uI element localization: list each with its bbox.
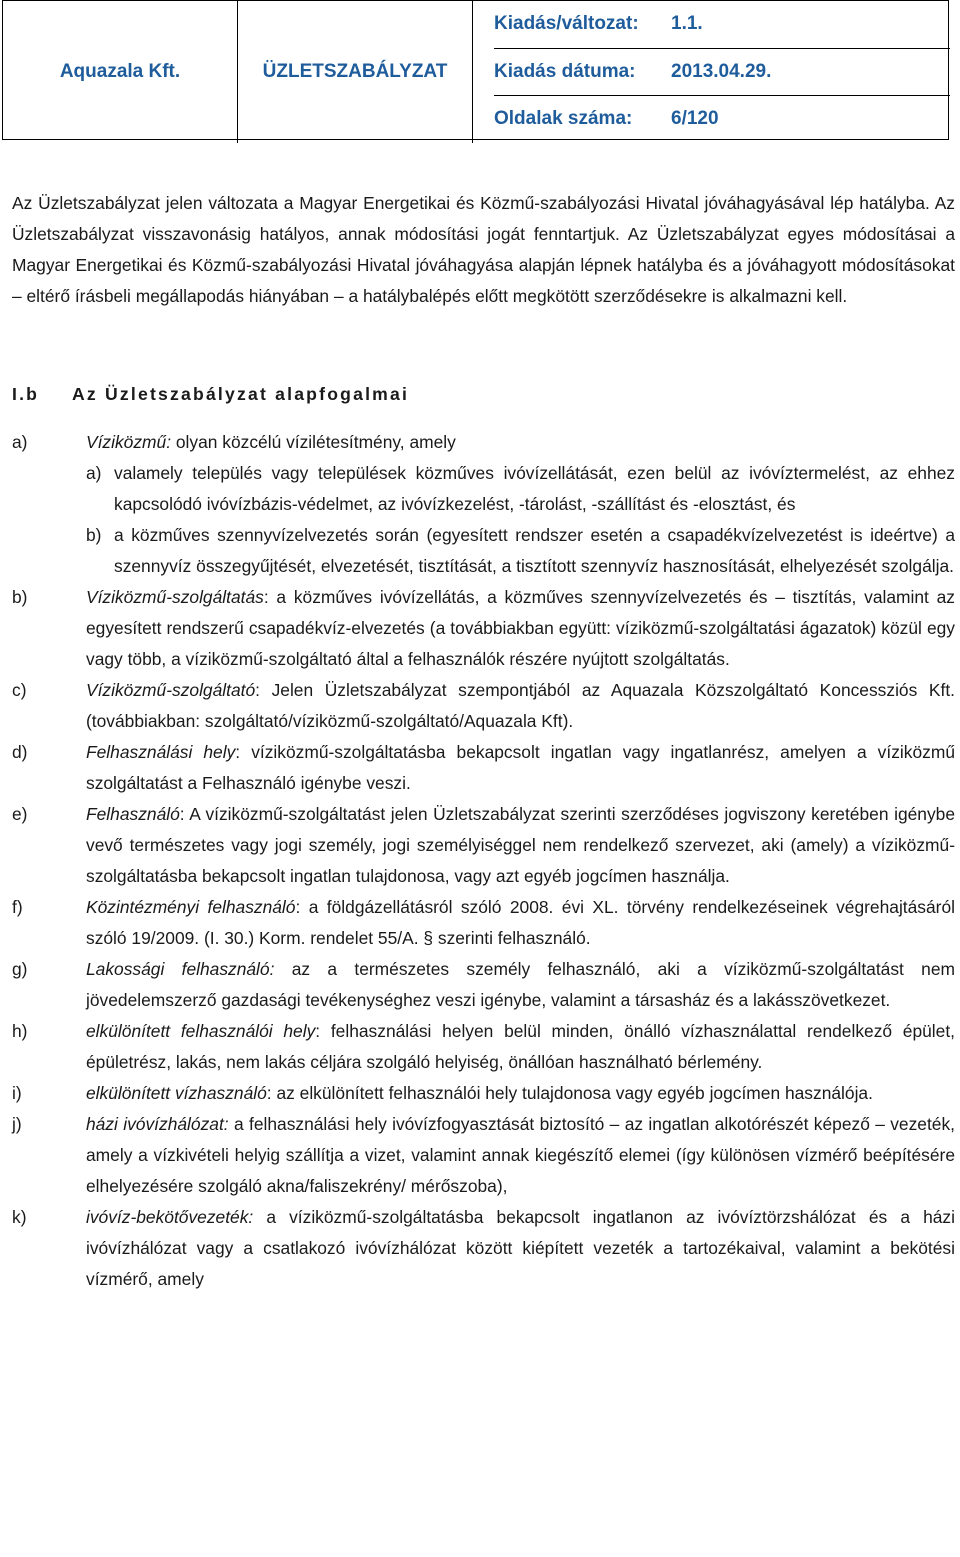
definition-text: : A víziközmű-szolgáltatást jelen Üzletszabályzat szerinti szerződéses jogviszony keretében igénybe vevő természetes vagy jogi személy, jogi személyiséggel nem rendelkező szervezet, aki (amely) a víziközmű-szolgáltatásba bekapcsolt ingatlan tulajdonosa, vagy azt egyéb jogcímen használja. <box>86 804 955 886</box>
definition-term: Lakossági felhasználó: <box>86 959 275 979</box>
definition-term: Felhasználó <box>86 804 180 824</box>
meta-row-date <box>494 49 950 97</box>
definition-item <box>12 582 955 675</box>
definition-text: : a földgázellátásról szóló 2008. évi XL. törvény rendelkezéseinek végrehajtásáról szóló 19/2009. (I. 30.) Korm. rendelet 55/A. § szerinti felhasználó. <box>86 897 955 948</box>
definition-item <box>12 1202 955 1295</box>
definition-label: h) <box>12 1021 28 1041</box>
definition-text: : Jelen Üzletszabályzat szempontjából az Aquazala Közszolgáltató Koncessziós Kft. (továbbiakban: szolgáltató/víziközmű-szolgáltató/Aquazala Kft). <box>86 680 955 731</box>
definition-term: házi ivóvízhálózat: <box>86 1114 229 1134</box>
document-meta <box>473 1 950 143</box>
definition-item <box>12 799 955 892</box>
definition-text: az a természetes személy felhasználó, aki a víziközmű-szolgáltatást nem jövedelemszerző gazdasági tevékenységhez veszi igénybe, valamint a társasház és a lakásszövetkezet. <box>86 959 955 1010</box>
definition-item <box>12 1078 955 1109</box>
definition-item <box>12 954 955 1016</box>
definition-term: Víziközmű-szolgáltatás <box>86 587 264 607</box>
definition-label: k) <box>12 1207 27 1227</box>
document-header <box>2 0 949 140</box>
section-number: I.b <box>12 384 40 404</box>
definition-term: Felhasználási hely <box>86 742 236 762</box>
definition-text: a felhasználási hely ivóvízfogyasztását biztosító – az ingatlan alkotórészét képező – vezeték, amely a vízkivételi helyig szállítja a vizet, valamint annak kiegészítő elemei (így különösen vízmérő beépítésére elhelyezésére szolgáló akna/faliszekrény/ mérőszoba), <box>86 1114 955 1196</box>
definition-label: i) <box>12 1083 22 1103</box>
section-heading <box>12 384 955 405</box>
definition-item <box>12 892 955 954</box>
definition-label: c) <box>12 680 27 700</box>
definition-text: : a közműves ivóvízellátás, a közműves szennyvízelvezetés és – tisztítás, valamint az egyesített rendszerű csapadékvíz-elvezetés (a továbbiakban együtt: víziközmű-szolgáltatási ágazatok) közül egy vagy több, a víziközmű-szolgáltató által a felhasználók részére nyújtott szolgáltatás. <box>86 587 955 669</box>
definition-label: e) <box>12 804 28 824</box>
definition-item <box>12 1016 955 1078</box>
subitem-text: valamely település vagy települések közműves ivóvízellátását, ezen belül az ivóvíztermelést, az ehhez kapcsolódó ivóvízbázis-védelmet, az ivóvízkezelést, -tárolást, -szállítást és -elosztást, és <box>114 463 955 514</box>
definition-text: : víziközmű-szolgáltatásba bekapcsolt ingatlan vagy ingatlanrész, amelyen a víziközmű szolgáltatást a Felhasználó igénybe veszi. <box>86 742 955 793</box>
intro-paragraph: Az Üzletszabályzat jelen változata a Magyar Energetikai és Közmű-szabályozási Hivatal jóváhagyásával lép hatályba. Az Üzletszabályzat visszavonásig hatályos, annak módosítási jogát fenntartjuk. Az Üzletszabályzat egyes módosításai a Magyar Energetikai és Közmű-szabályozási Hivatal jóváhagyása alapján lépnek hatályba és a jóváhagyott módosításokat – eltérő írásbeli megállapodás hiányában – a hatálybalépés előtt megkötött szerződésekre is alkalmazni kell. <box>12 193 955 306</box>
meta-row-version <box>494 1 950 49</box>
definition-label: g) <box>12 959 28 979</box>
definition-subitem <box>86 458 955 520</box>
definition-list <box>12 427 955 1295</box>
subitem-label: b) <box>86 525 102 545</box>
definition-subitem <box>86 520 955 582</box>
subitem-label: a) <box>86 463 102 483</box>
definition-text: : az elkülönített felhasználói hely tulajdonosa vagy egyéb jogcímen használója. <box>266 1083 873 1103</box>
definition-label: j) <box>12 1114 22 1134</box>
meta-value: 1.1. <box>671 13 703 35</box>
definition-label: d) <box>12 742 28 762</box>
meta-key: Oldalak száma: <box>494 108 633 130</box>
meta-value: 6/120 <box>671 108 719 130</box>
definition-label: a) <box>12 432 28 452</box>
definition-label: f) <box>12 897 23 917</box>
definition-text: a víziközmű-szolgáltatásba bekapcsolt ingatlanon az ivóvíztörzshálózat és a házi ivóvízhálózat vagy a csatlakozó ivóvízhálózat között kiépített vezeték a tartozékaival, valamint a bekötési vízmérő, amely <box>86 1207 955 1289</box>
section-title-text: Az Üzletszabályzat alapfogalmai <box>72 384 410 404</box>
definition-term: elkülönített felhasználói hely <box>86 1021 316 1041</box>
definition-item <box>12 737 955 799</box>
meta-key: Kiadás dátuma: <box>494 60 636 82</box>
definition-label: b) <box>12 587 28 607</box>
definition-term: Víziközmű: <box>86 432 172 452</box>
definition-term: Közintézményi felhasználó <box>86 897 296 917</box>
meta-value: 2013.04.29. <box>671 60 772 82</box>
definition-term: Víziközmű-szolgáltató <box>86 680 256 700</box>
definition-item <box>12 675 955 737</box>
document-title: ÜZLETSZABÁLYZAT <box>238 1 473 143</box>
definition-text: olyan közcélú vízilétesítmény, amely <box>171 432 456 452</box>
definition-item <box>12 1109 955 1202</box>
meta-key: Kiadás/változat: <box>494 13 639 35</box>
subitem-text: a közműves szennyvízelvezetés során (egyesített rendszer esetén a csapadékvízelvezetést is ideértve) a szennyvíz összegyűjtését, elvezetését, tisztítását, a tisztított szennyvíz hasznosítását, elhelyezését szolgálja. <box>114 525 955 576</box>
definition-term: elkülönített vízhasználó <box>86 1083 267 1103</box>
company-name: Aquazala Kft. <box>3 1 238 143</box>
definition-text: : felhasználási helyen belül minden, önálló vízhasználattal rendelkező épület, épületrész, lakás, nem lakás céljára szolgáló helyiség, önállóan használható bérlemény. <box>86 1021 955 1072</box>
definition-term: ivóvíz-bekötővezeték: <box>86 1207 254 1227</box>
definition-item <box>12 427 955 458</box>
meta-row-pages <box>494 96 950 143</box>
